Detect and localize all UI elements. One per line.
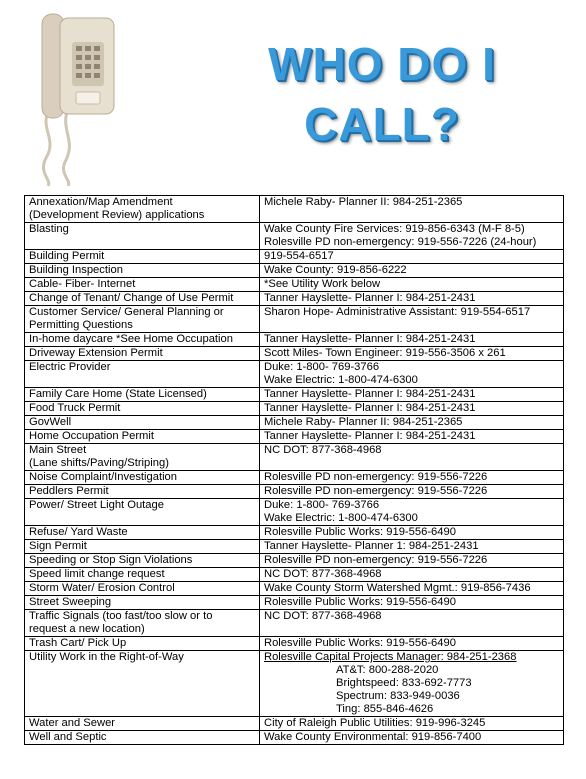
topic-text: Sign Permit bbox=[29, 540, 87, 552]
topic-cell bbox=[25, 306, 260, 333]
topic-cell bbox=[25, 333, 260, 347]
contact-cell bbox=[260, 731, 564, 745]
contact-cell bbox=[260, 610, 564, 637]
contact-text: Scott Miles- Town Engineer: 919-556-3506 x 261 bbox=[264, 347, 506, 359]
contact-cell bbox=[260, 637, 564, 651]
table-row bbox=[25, 361, 564, 388]
table-row bbox=[25, 333, 564, 347]
topic-text: Building Permit bbox=[29, 250, 105, 262]
table-row bbox=[25, 568, 564, 582]
topic-text: Family Care Home (State Licensed) bbox=[29, 388, 207, 400]
topic-text: Electric Provider bbox=[29, 361, 111, 373]
contact-cell bbox=[260, 717, 564, 731]
contact-text: Wake County Storm Watershed Mgmt.: 919-856-7436 bbox=[264, 582, 531, 594]
table-row bbox=[25, 596, 564, 610]
topic-cell bbox=[25, 651, 260, 717]
contact-text: Tanner Hayslette- Planner I: 984-251-2431 bbox=[264, 402, 476, 414]
contact-cell bbox=[260, 388, 564, 402]
contact-text: NC DOT: 877-368-4968 bbox=[264, 568, 382, 580]
table-row bbox=[25, 223, 564, 250]
contact-cell bbox=[260, 333, 564, 347]
topic-cell bbox=[25, 596, 260, 610]
topic-cell bbox=[25, 388, 260, 402]
contact-text: Rolesville PD non-emergency: 919-556-7226 bbox=[264, 471, 488, 483]
topic-text: Home Occupation Permit bbox=[29, 430, 154, 442]
table-row bbox=[25, 651, 564, 717]
topic-text: Street Sweeping bbox=[29, 596, 112, 608]
contact-text: Rolesville PD non-emergency: 919-556-7226 (24-hour) bbox=[264, 236, 537, 248]
table-row bbox=[25, 416, 564, 430]
title-line-2: CALL? bbox=[304, 98, 460, 150]
topic-cell bbox=[25, 347, 260, 361]
table-row bbox=[25, 264, 564, 278]
topic-text: request a new location) bbox=[29, 623, 145, 635]
table-row bbox=[25, 402, 564, 416]
contact-text: Wake Electric: 1-800-474-6300 bbox=[264, 374, 418, 386]
topic-cell bbox=[25, 731, 260, 745]
topic-text: Driveway Extension Permit bbox=[29, 347, 163, 359]
topic-text: Permitting Questions bbox=[29, 319, 133, 331]
contact-text: AT&T: 800-288-2020 bbox=[336, 664, 439, 676]
topic-text: Storm Water/ Erosion Control bbox=[29, 582, 175, 594]
contact-text: 919-554-6517 bbox=[264, 250, 334, 262]
contact-text: Tanner Hayslette- Planner I: 984-251-2431 bbox=[264, 388, 476, 400]
contact-text: Wake County Environmental: 919-856-7400 bbox=[264, 731, 482, 743]
contact-cell bbox=[260, 264, 564, 278]
contact-text: Spectrum: 833-949-0036 bbox=[336, 690, 460, 702]
table-row bbox=[25, 278, 564, 292]
contact-cell bbox=[260, 485, 564, 499]
topic-cell bbox=[25, 264, 260, 278]
contact-table-body bbox=[25, 196, 564, 745]
topic-cell bbox=[25, 430, 260, 444]
topic-cell bbox=[25, 485, 260, 499]
table-row bbox=[25, 388, 564, 402]
topic-text: Cable- Fiber- Internet bbox=[29, 278, 136, 290]
table-row bbox=[25, 444, 564, 471]
contact-text: Ting: 855-846-4626 bbox=[336, 703, 434, 715]
topic-cell bbox=[25, 196, 260, 223]
table-row bbox=[25, 731, 564, 745]
table-row bbox=[25, 526, 564, 540]
topic-cell bbox=[25, 568, 260, 582]
topic-text: Speeding or Stop Sign Violations bbox=[29, 554, 193, 566]
table-row bbox=[25, 717, 564, 731]
topic-cell bbox=[25, 250, 260, 264]
topic-cell bbox=[25, 540, 260, 554]
topic-cell bbox=[25, 499, 260, 526]
table-row bbox=[25, 196, 564, 223]
contact-text: Rolesville PD non-emergency: 919-556-7226 bbox=[264, 554, 488, 566]
header bbox=[0, 0, 586, 190]
table-row bbox=[25, 347, 564, 361]
table-row bbox=[25, 582, 564, 596]
contact-text: Rolesville Public Works: 919-556-6490 bbox=[264, 596, 456, 608]
table-row bbox=[25, 499, 564, 526]
contact-cell bbox=[260, 568, 564, 582]
topic-cell bbox=[25, 637, 260, 651]
topic-text: (Lane shifts/Paving/Striping) bbox=[29, 457, 169, 469]
topic-cell bbox=[25, 444, 260, 471]
topic-text: Water and Sewer bbox=[29, 717, 116, 729]
topic-text: Utility Work in the Right-of-Way bbox=[29, 651, 184, 663]
topic-text: Building Inspection bbox=[29, 264, 123, 276]
table-row bbox=[25, 485, 564, 499]
contact-text: Rolesville Public Works: 919-556-6490 bbox=[264, 526, 456, 538]
topic-text: Traffic Signals (too fast/too slow or to bbox=[29, 610, 213, 622]
contact-cell bbox=[260, 526, 564, 540]
contact-text: Duke: 1-800- 769-3766 bbox=[264, 361, 380, 373]
topic-cell bbox=[25, 416, 260, 430]
contact-cell bbox=[260, 278, 564, 292]
topic-text: In-home daycare *See Home Occupation bbox=[29, 333, 233, 345]
topic-text: Trash Cart/ Pick Up bbox=[29, 637, 127, 649]
contact-text: Brightspeed: 833-692-7773 bbox=[336, 677, 472, 689]
contact-text: Rolesville Public Works: 919-556-6490 bbox=[264, 637, 456, 649]
contact-cell bbox=[260, 416, 564, 430]
contact-table bbox=[24, 195, 564, 745]
table-row bbox=[25, 306, 564, 333]
topic-cell bbox=[25, 554, 260, 568]
topic-cell bbox=[25, 471, 260, 485]
contact-text: City of Raleigh Public Utilities: 919-996-3245 bbox=[264, 717, 486, 729]
contact-text: Rolesville Capital Projects Manager: 984-251-2368 bbox=[264, 651, 517, 663]
contact-cell bbox=[260, 223, 564, 250]
topic-cell bbox=[25, 278, 260, 292]
table-row bbox=[25, 250, 564, 264]
topic-cell bbox=[25, 361, 260, 388]
contact-cell bbox=[260, 250, 564, 264]
topic-cell bbox=[25, 223, 260, 250]
table-row bbox=[25, 554, 564, 568]
contact-cell bbox=[260, 554, 564, 568]
contact-cell bbox=[260, 361, 564, 388]
contact-text: Michele Raby- Planner II: 984-251-2365 bbox=[264, 196, 463, 208]
contact-text: Wake County: 919-856-6222 bbox=[264, 264, 407, 276]
topic-text: Refuse/ Yard Waste bbox=[29, 526, 128, 538]
topic-cell bbox=[25, 610, 260, 637]
topic-text: Power/ Street Light Outage bbox=[29, 499, 164, 511]
topic-text: Speed limit change request bbox=[29, 568, 165, 580]
table-row bbox=[25, 540, 564, 554]
contact-cell bbox=[260, 444, 564, 471]
topic-cell bbox=[25, 402, 260, 416]
contact-cell bbox=[260, 430, 564, 444]
table-row bbox=[25, 637, 564, 651]
contact-text: Rolesville PD non-emergency: 919-556-7226 bbox=[264, 485, 488, 497]
contact-cell bbox=[260, 347, 564, 361]
contact-text: Tanner Hayslette- Planner I: 984-251-2431 bbox=[264, 292, 476, 304]
topic-text: GovWell bbox=[29, 416, 72, 428]
topic-text: Annexation/Map Amendment bbox=[29, 196, 173, 208]
table-row bbox=[25, 471, 564, 485]
topic-cell bbox=[25, 292, 260, 306]
topic-text: Noise Complaint/Investigation bbox=[29, 471, 177, 483]
contact-text: Wake Electric: 1-800-474-6300 bbox=[264, 512, 418, 524]
contact-cell bbox=[260, 582, 564, 596]
contact-text: Michele Raby- Planner II: 984-251-2365 bbox=[264, 416, 463, 428]
contact-cell bbox=[260, 292, 564, 306]
contact-text: Sharon Hope- Administrative Assistant: 919-554-6517 bbox=[264, 306, 531, 318]
contact-cell bbox=[260, 471, 564, 485]
table-row bbox=[25, 430, 564, 444]
contact-text: *See Utility Work below bbox=[264, 278, 381, 290]
table-row bbox=[25, 610, 564, 637]
topic-text: Customer Service/ General Planning or bbox=[29, 306, 224, 318]
table-row bbox=[25, 292, 564, 306]
topic-text: Change of Tenant/ Change of Use Permit bbox=[29, 292, 234, 304]
contact-cell bbox=[260, 651, 564, 717]
wall-phone-image bbox=[28, 8, 120, 186]
contact-text: Tanner Hayslette- Planner I: 984-251-2431 bbox=[264, 333, 476, 345]
topic-text: Well and Septic bbox=[29, 731, 107, 743]
topic-cell bbox=[25, 526, 260, 540]
topic-text: Food Truck Permit bbox=[29, 402, 121, 414]
contact-cell bbox=[260, 196, 564, 223]
topic-cell bbox=[25, 717, 260, 731]
topic-text: Blasting bbox=[29, 223, 69, 235]
contact-text: Tanner Hayslette- Planner 1: 984-251-2431 bbox=[264, 540, 479, 552]
contact-text: Tanner Hayslette- Planner I: 984-251-2431 bbox=[264, 430, 476, 442]
contact-cell bbox=[260, 402, 564, 416]
contact-text: NC DOT: 877-368-4968 bbox=[264, 444, 382, 456]
title-line-1: WHO DO I bbox=[268, 38, 496, 90]
topic-text: Main Street bbox=[29, 444, 87, 456]
page-title bbox=[232, 34, 532, 154]
contact-cell bbox=[260, 596, 564, 610]
topic-text: Peddlers Permit bbox=[29, 485, 109, 497]
topic-text: (Development Review) applications bbox=[29, 209, 205, 221]
contact-text: NC DOT: 877-368-4968 bbox=[264, 610, 382, 622]
topic-cell bbox=[25, 582, 260, 596]
contact-cell bbox=[260, 499, 564, 526]
contact-text: Duke: 1-800- 769-3766 bbox=[264, 499, 380, 511]
contact-text: Wake County Fire Services: 919-856-6343 (M-F 8-5) bbox=[264, 223, 525, 235]
contact-cell bbox=[260, 306, 564, 333]
contact-cell bbox=[260, 540, 564, 554]
